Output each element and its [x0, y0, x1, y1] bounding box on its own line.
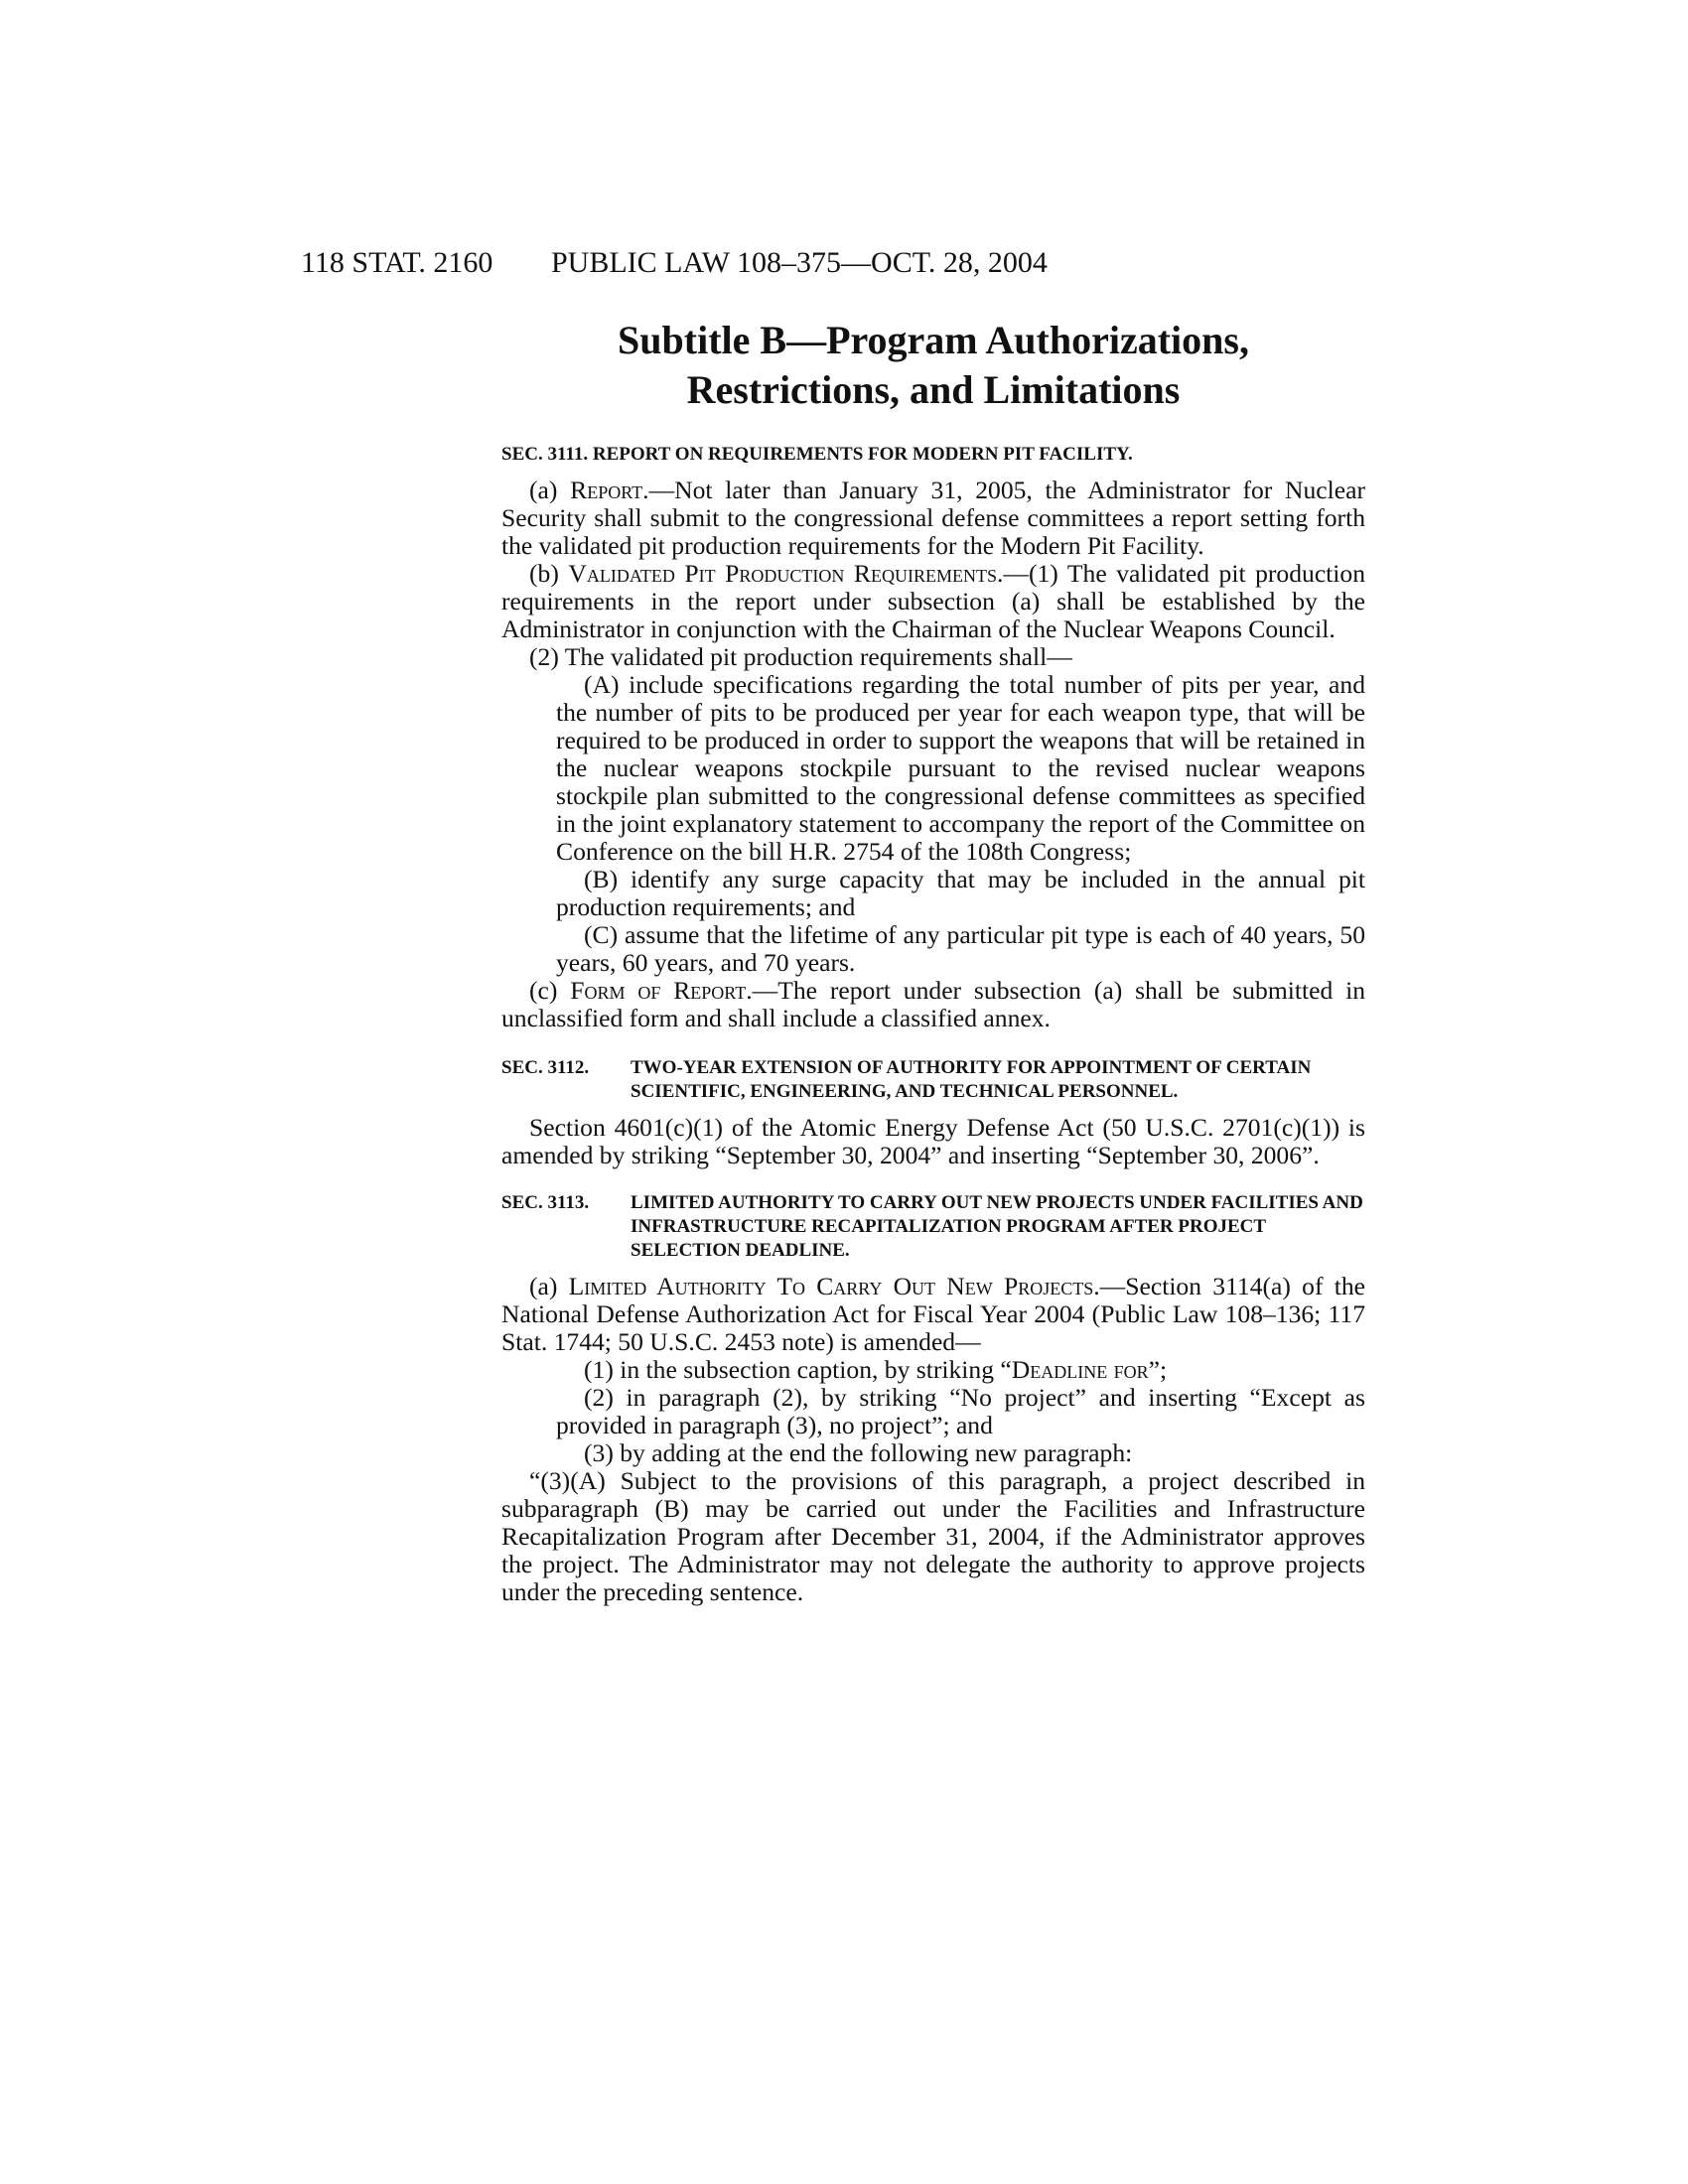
- running-header: [0, 246, 1688, 286]
- section-3112-heading: [501, 1056, 1365, 1104]
- sec3113-paragraph-3: (3) by adding at the end the following new paragraph:: [584, 1438, 1133, 1467]
- sec3111-subparagraph-b: (B) identify any surge capacity that may be included in the annual pit production requirements; and: [556, 865, 1365, 921]
- sec3113-paragraph-2: (2) in paragraph (2), by striking “No project” and inserting “Except as provided in paragraph (3), no project”; and: [556, 1383, 1365, 1439]
- subtitle-line-1: Subtitle B—Program Authorizations,: [618, 318, 1249, 362]
- section-title: TWO-YEAR EXTENSION OF AUTHORITY FOR APPOINTMENT OF CERTAIN SCIENTIFIC, ENGINEERING, AND TECHNICAL PERSONNEL.: [631, 1057, 1312, 1102]
- sec3111-subparagraph-a: (A) include specifications regarding the total number of pits per year, and the number of pits to be produced per year for each weapon type, that will be required to be produced in order to support the weapons that will be retained in the nuclear weapons stockpile pursuant to the revised nuclear weapons stockpile plan submitted to the congressional defense committees as specified in the joint explanatory statement to accompany the report of the Committee on Conference on the bill H.R. 2754 of the 108th Congress;: [556, 670, 1365, 866]
- sec3113-paragraph-1: (1) in the subsection caption, by striking “Deadline for”;: [584, 1355, 1168, 1384]
- sec3111-subsection-a: (a) Report.—Not later than January 31, 2005, the Administrator for Nuclear Security shall submit to the congressional defense committees a report setting forth the validated pit production requirements for the Modern Pit Facility.: [501, 476, 1365, 560]
- statute-page-number: 118 STAT. 2160: [301, 246, 493, 279]
- section-number: SEC. 3112.: [501, 1057, 590, 1078]
- sec3111-paragraph-2: (2) The validated pit production requirements shall—: [529, 642, 1072, 671]
- sec3111-subsection-c: (c) Form of Report.—The report under subsection (a) shall be submitted in unclassified form and shall include a classified annex.: [501, 976, 1365, 1032]
- sec3111-subparagraph-c: (C) assume that the lifetime of any particular pit type is each of 40 years, 50 years, 60 years, and 70 years.: [556, 920, 1365, 977]
- sec3111-subsection-b: (b) Validated Pit Production Requirements.—(1) The validated pit production requirements in the report under subsection (a) shall be established by the Administrator in conjunction with the Chairman of the Nuclear Weapons Council.: [501, 559, 1365, 643]
- document-body: [501, 443, 1365, 1606]
- section-title: LIMITED AUTHORITY TO CARRY OUT NEW PROJECTS UNDER FACILITIES AND INFRASTRUCTURE RECAPITALIZATION PROGRAM AFTER PROJECT SELECTION DEADLINE.: [631, 1192, 1363, 1261]
- section-3111-heading: [501, 443, 1365, 467]
- struck-caption: Deadline for: [1011, 1355, 1149, 1384]
- public-law-citation: PUBLIC LAW 108–375—OCT. 28, 2004: [551, 246, 1048, 279]
- subsection-caption: Report: [570, 476, 643, 504]
- sec3113-quoted-paragraph: “(3)(A) Subject to the provisions of this paragraph, a project described in subparagraph (B) may be carried out under the Facilities and Infrastructure Recapitalization Program after December 31, 2004, if the Administrator approves the project. The Administrator may not delegate the authority to approve projects under the preceding sentence.: [501, 1466, 1365, 1606]
- section-number: SEC. 3113.: [501, 1192, 590, 1213]
- section-number: SEC. 3111.: [501, 444, 589, 465]
- sec3112-text: Section 4601(c)(1) of the Atomic Energy Defense Act (50 U.S.C. 2701(c)(1)) is amended by striking “September 30, 2004” and inserting “September 30, 2006”.: [501, 1113, 1365, 1169]
- subtitle-line-2: Restrictions, and Limitations: [686, 367, 1181, 412]
- subsection-caption: Form of Report: [570, 976, 747, 1005]
- subsection-caption: Validated Pit Production Requirements: [568, 559, 997, 588]
- section-3113-heading: [501, 1191, 1365, 1263]
- subtitle-heading: [501, 316, 1365, 415]
- section-title: REPORT ON REQUIREMENTS FOR MODERN PIT FACILITY.: [592, 444, 1133, 465]
- sec3113-subsection-a: (a) Limited Authority To Carry Out New Projects.—Section 3114(a) of the National Defense Authorization Act for Fiscal Year 2004 (Public Law 108–136; 117 Stat. 1744; 50 U.S.C. 2453 note) is amended—: [501, 1272, 1365, 1356]
- subsection-caption: Limited Authority To Carry Out New Projects: [568, 1272, 1094, 1300]
